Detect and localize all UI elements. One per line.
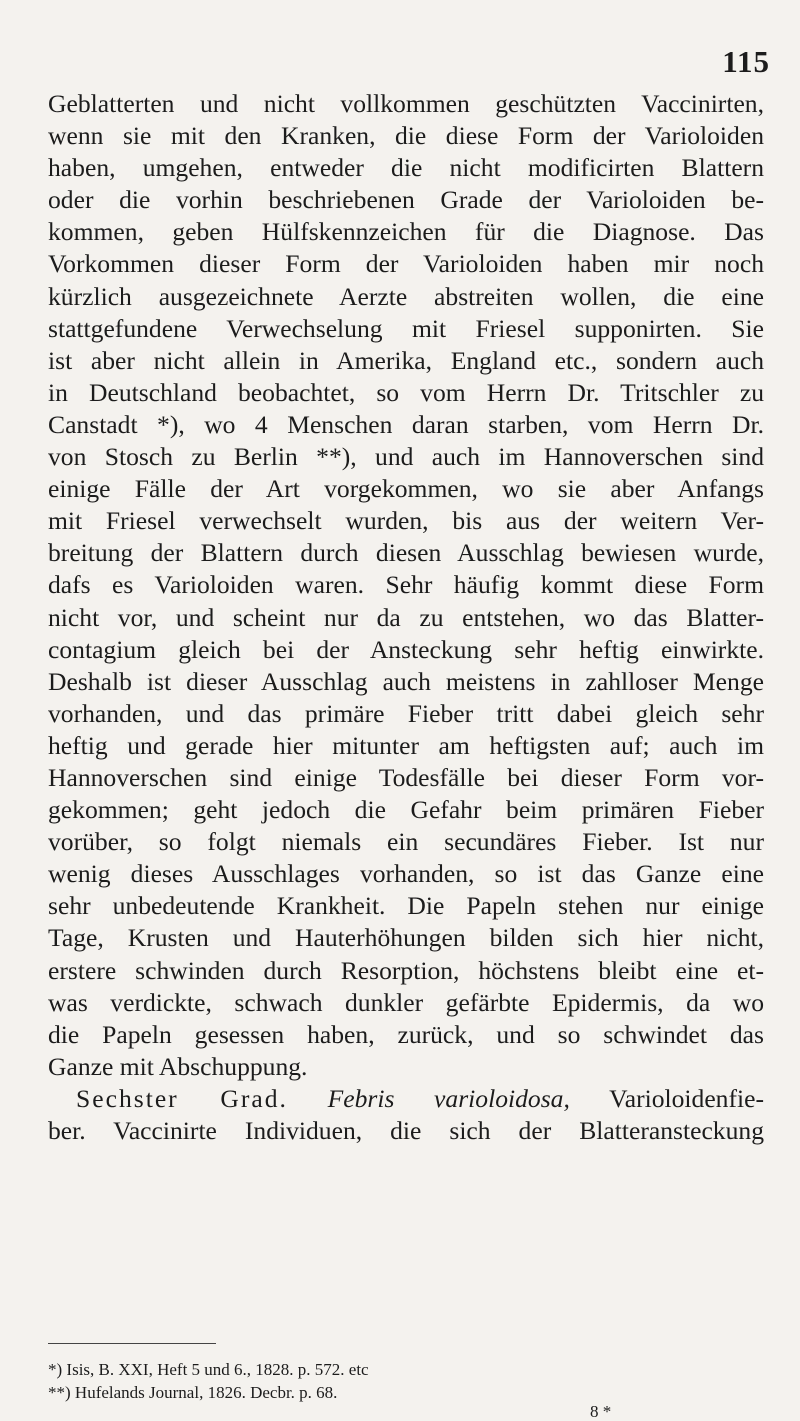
text-line: in Deutschland beobachtet, so vom Herrn Dr. Tritschler zu	[48, 377, 764, 407]
signature-mark: 8 *	[590, 1402, 612, 1421]
text-line: Hannoverschen sind einige Todesfälle bei dieser Form vor-	[48, 762, 764, 792]
text-line: gekommen; geht jedoch die Gefahr beim primären Fieber	[48, 795, 764, 825]
text-line: Geblatterten und nicht vollkommen geschützten Vaccinirten,	[48, 89, 764, 118]
text-line: nicht vor, und scheint nur da zu entstehen, wo das Blatter-	[48, 602, 764, 632]
footnote: *) Isis, B. XXI, Heft 5 und 6., 1828. p. 572. etc	[48, 1360, 369, 1379]
text-line: haben, umgehen, entweder die nicht modificirten Blattern	[48, 153, 764, 183]
text-line: von Stosch zu Berlin **), und auch im Hannoverschen sind	[48, 442, 764, 472]
text-line: ist aber nicht allein in Amerika, England etc., sondern auch	[48, 345, 764, 375]
text-line: wenig dieses Ausschlages vorhanden, so ist das Ganze eine	[48, 859, 764, 889]
text-line: oder die vorhin beschriebenen Grade der Varioloiden be-	[48, 185, 764, 215]
text-line: was verdickte, schwach dunkler gefärbte Epidermis, da wo	[48, 987, 764, 1017]
section-heading-rest: Varioloidenfie-	[609, 1083, 764, 1113]
footnotes	[48, 1358, 648, 1404]
text-line: vorhanden, und das primäre Fieber tritt dabei gleich sehr	[48, 698, 764, 728]
text-line: breitung der Blattern durch diesen Ausschlag bewiesen wurde,	[48, 538, 764, 568]
section-latin-name: Febris varioloidosa,	[327, 1083, 570, 1113]
section-heading: Sechster Grad.	[76, 1083, 288, 1113]
text-line: ber. Vaccinirte Individuen, die sich der Blatteransteckung	[48, 1116, 764, 1145]
text-line: mit Friesel verwechselt wurden, bis aus der weitern Ver-	[48, 506, 764, 536]
text-line: vorüber, so folgt niemals ein secundäres Fieber. Ist nur	[48, 827, 764, 857]
text-line: contagium gleich bei der Ansteckung sehr heftig einwirkte.	[48, 634, 764, 664]
text-line: Vorkommen dieser Form der Varioloiden haben mir noch	[48, 249, 764, 279]
text-line: stattgefundene Verwechselung mit Friesel supponirten. Sie	[48, 313, 764, 343]
text-line: kommen, geben Hülfskennzeichen für die Diagnose. Das	[48, 217, 764, 247]
text-line: heftig und gerade hier mitunter am heftigsten auf; auch im	[48, 730, 764, 760]
footnote: **) Hufelands Journal, 1826. Decbr. p. 68.	[48, 1383, 338, 1402]
footnote-divider	[48, 1343, 216, 1344]
body-text	[48, 88, 764, 1147]
text-line: die Papeln gesessen haben, zurück, und so schwindet das	[48, 1019, 764, 1049]
text-line: erstere schwinden durch Resorption, höchstens bleibt eine et-	[48, 955, 764, 985]
text-line: wenn sie mit den Kranken, die diese Form der Varioloiden	[48, 121, 764, 151]
text-line: Deshalb ist dieser Ausschlag auch meistens in zahlloser Menge	[48, 666, 764, 696]
section-heading-line	[48, 1083, 764, 1115]
text-line: Ganze mit Abschuppung.	[48, 1051, 308, 1081]
page-number: 115	[722, 44, 770, 79]
text-line: einige Fälle der Art vorgekommen, wo sie aber Anfangs	[48, 474, 764, 504]
text-line: dafs es Varioloiden waren. Sehr häufig kommt diese Form	[48, 570, 764, 600]
text-line: kürzlich ausgezeichnete Aerzte abstreiten wollen, die eine	[48, 281, 764, 311]
text-line: Canstadt *), wo 4 Menschen daran starben, vom Herrn Dr.	[48, 409, 764, 439]
text-line: sehr unbedeutende Krankheit. Die Papeln stehen nur einige	[48, 891, 764, 921]
text-line: Tage, Krusten und Hauterhöhungen bilden sich hier nicht,	[48, 923, 764, 953]
